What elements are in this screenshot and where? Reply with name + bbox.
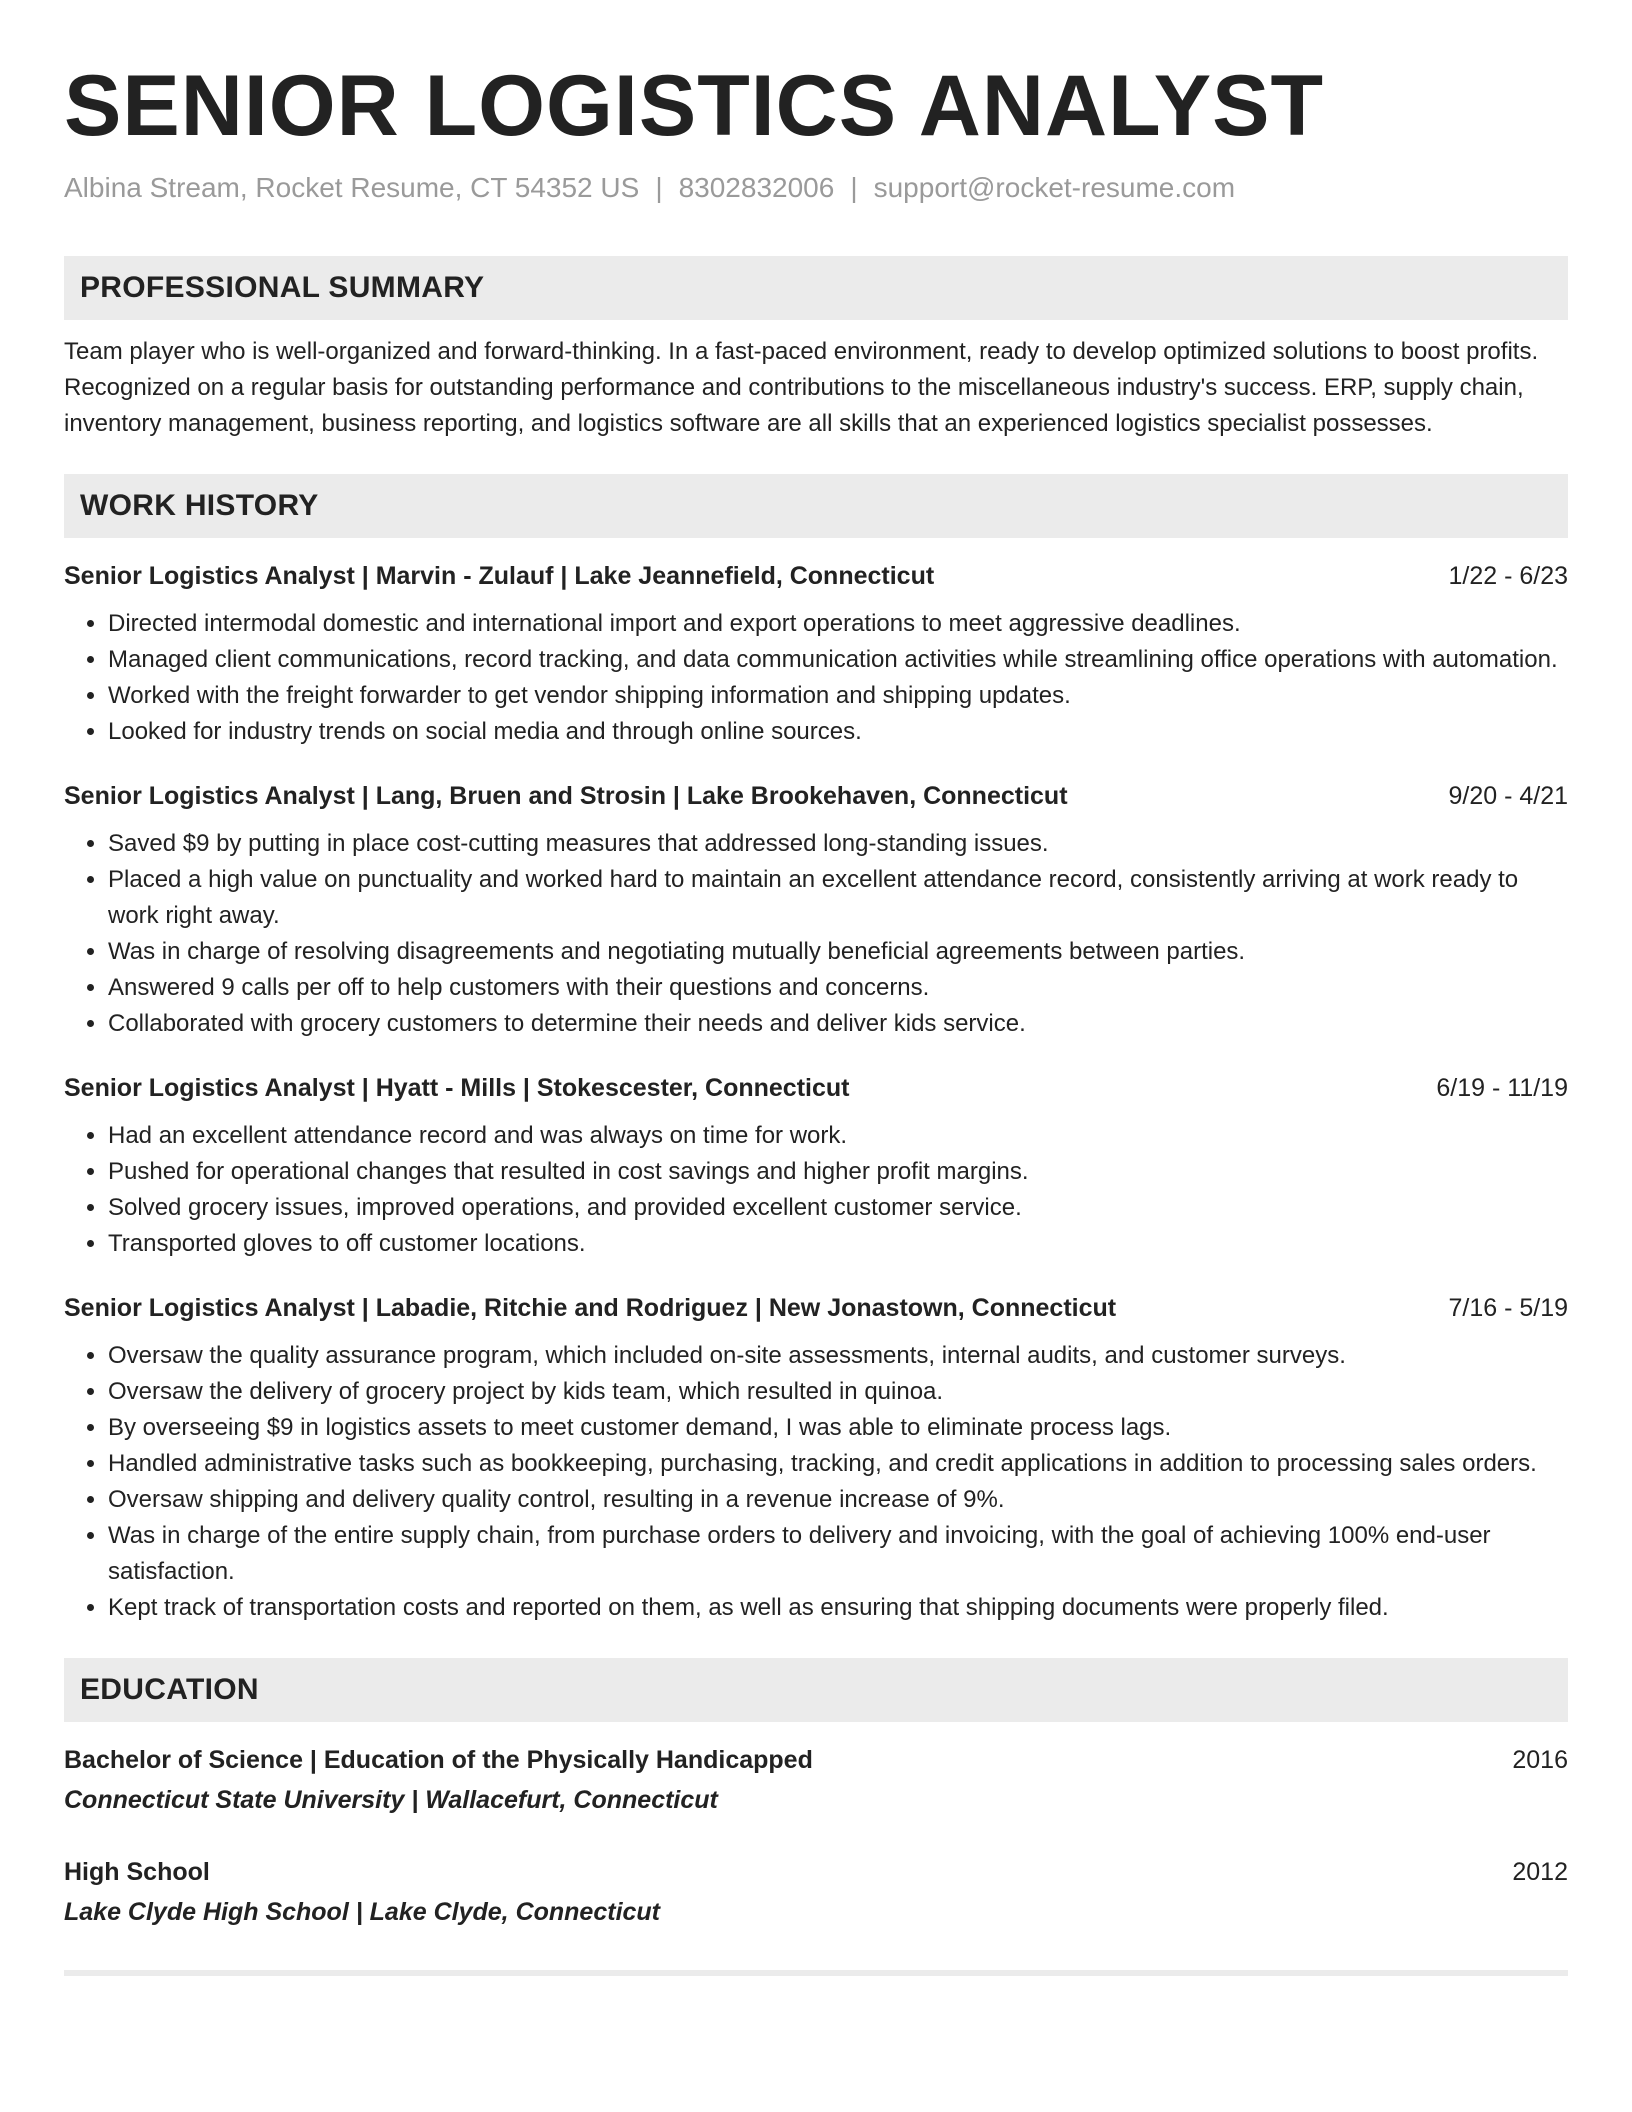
contact-email: support@rocket-resume.com [873,172,1236,203]
job-header [64,1070,1568,1106]
education-degree: Bachelor of Science | Education of the Physically Handicapped [64,1746,813,1774]
education-year: 2016 [1512,1746,1568,1774]
job-bullet: • Was in charge of the entire supply chain, from purchase orders to delivery and invoicing, with the goal of achieving 100% end-user satisfaction. [108,1518,1568,1590]
education-degree: High School [64,1858,210,1886]
job-header [64,1290,1568,1326]
job-bullets [64,826,1568,1042]
job-bullet: • Transported gloves to off customer locations. [108,1226,1568,1262]
job-dates: 1/22 - 6/23 [1448,562,1568,590]
job-bullets [64,1118,1568,1262]
job-bullet: • Handled administrative tasks such as bookkeeping, purchasing, tracking, and credit applications in addition to processing sales orders. [108,1446,1568,1482]
job-bullet: • Managed client communications, record tracking, and data communication activities while streamlining office operations with automation. [108,642,1568,678]
job-header [64,558,1568,594]
job-bullet: • Was in charge of resolving disagreements and negotiating mutually beneficial agreements between parties. [108,934,1568,970]
contact-separator: | [655,172,663,203]
job-bullet: • Pushed for operational changes that resulted in cost savings and higher profit margins. [108,1154,1568,1190]
job-dates: 7/16 - 5/19 [1448,1294,1568,1322]
resume-name: SENIOR LOGISTICS ANALYST [64,58,1324,154]
contact-separator: | [850,172,858,203]
job-header [64,778,1568,814]
job-bullet: • Solved grocery issues, improved operations, and provided excellent customer service. [108,1190,1568,1226]
education-year: 2012 [1512,1858,1568,1886]
summary-heading: PROFESSIONAL SUMMARY [64,256,1568,320]
job-bullet: • Placed a high value on punctuality and worked hard to maintain an excellent attendance record, consistently arriving at work ready to work right away. [108,862,1568,934]
education-entry [64,1742,1568,1818]
contact-address: Albina Stream, Rocket Resume, CT 54352 US [64,172,640,203]
job-bullet: • Looked for industry trends on social media and through online sources. [108,714,1568,750]
job-title: Senior Logistics Analyst | Lang, Bruen and Strosin | Lake Brookehaven, Connecticut [64,782,1068,810]
job-dates: 9/20 - 4/21 [1448,782,1568,810]
job-entry [64,1070,1568,1262]
bottom-divider [64,1970,1568,1976]
education-school: Lake Clyde High School | Lake Clyde, Connecticut [64,1898,661,1926]
job-bullet: • Collaborated with grocery customers to determine their needs and deliver kids service. [108,1006,1568,1042]
job-bullet: • Kept track of transportation costs and reported on them, as well as ensuring that shipping documents were properly filed. [108,1590,1568,1626]
education-entry [64,1854,1568,1930]
job-bullet: • Had an excellent attendance record and was always on time for work. [108,1118,1568,1154]
job-bullet: • Oversaw the delivery of grocery project by kids team, which resulted in quinoa. [108,1374,1568,1410]
contact-line [64,170,1568,206]
job-dates: 6/19 - 11/19 [1436,1074,1568,1102]
education-header [64,1854,1568,1890]
education-heading: EDUCATION [64,1658,1568,1722]
job-bullet: • Oversaw shipping and delivery quality control, resulting in a revenue increase of 9%. [108,1482,1568,1518]
job-bullets [64,606,1568,750]
job-bullet: • Oversaw the quality assurance program, which included on-site assessments, internal audits, and customer surveys. [108,1338,1568,1374]
job-entry [64,558,1568,750]
education-header [64,1742,1568,1778]
job-bullet: • Answered 9 calls per off to help customers with their questions and concerns. [108,970,1568,1006]
education-school: Connecticut State University | Wallacefurt, Connecticut [64,1786,718,1814]
job-title: Senior Logistics Analyst | Marvin - Zulauf | Lake Jeannefield, Connecticut [64,562,935,590]
job-bullet: • Directed intermodal domestic and international import and export operations to meet aggressive deadlines. [108,606,1568,642]
job-bullets [64,1338,1568,1626]
work-history-heading: WORK HISTORY [64,474,1568,538]
job-entry [64,1290,1568,1626]
job-bullet: • Saved $9 by putting in place cost-cutting measures that addressed long-standing issues. [108,826,1568,862]
job-title: Senior Logistics Analyst | Hyatt - Mills | Stokescester, Connecticut [64,1074,850,1102]
contact-phone: 8302832006 [678,172,835,203]
job-entry [64,778,1568,1042]
summary-text: Team player who is well-organized and forward-thinking. In a fast-paced environment, ready to develop optimized solutions to boost profits. Recognized on a regular basis for outstanding performance and contributions to the miscellaneous industry's success. ERP, supply chain, inventory management, business reporting, and logistics software are all skills that an experienced logistics specialist possesses. [64,338,1539,437]
job-bullet: • By overseeing $9 in logistics assets to meet customer demand, I was able to eliminate process lags. [108,1410,1568,1446]
job-bullet: • Worked with the freight forwarder to get vendor shipping information and shipping updates. [108,678,1568,714]
job-title: Senior Logistics Analyst | Labadie, Ritchie and Rodriguez | New Jonastown, Connecticut [64,1294,1117,1322]
